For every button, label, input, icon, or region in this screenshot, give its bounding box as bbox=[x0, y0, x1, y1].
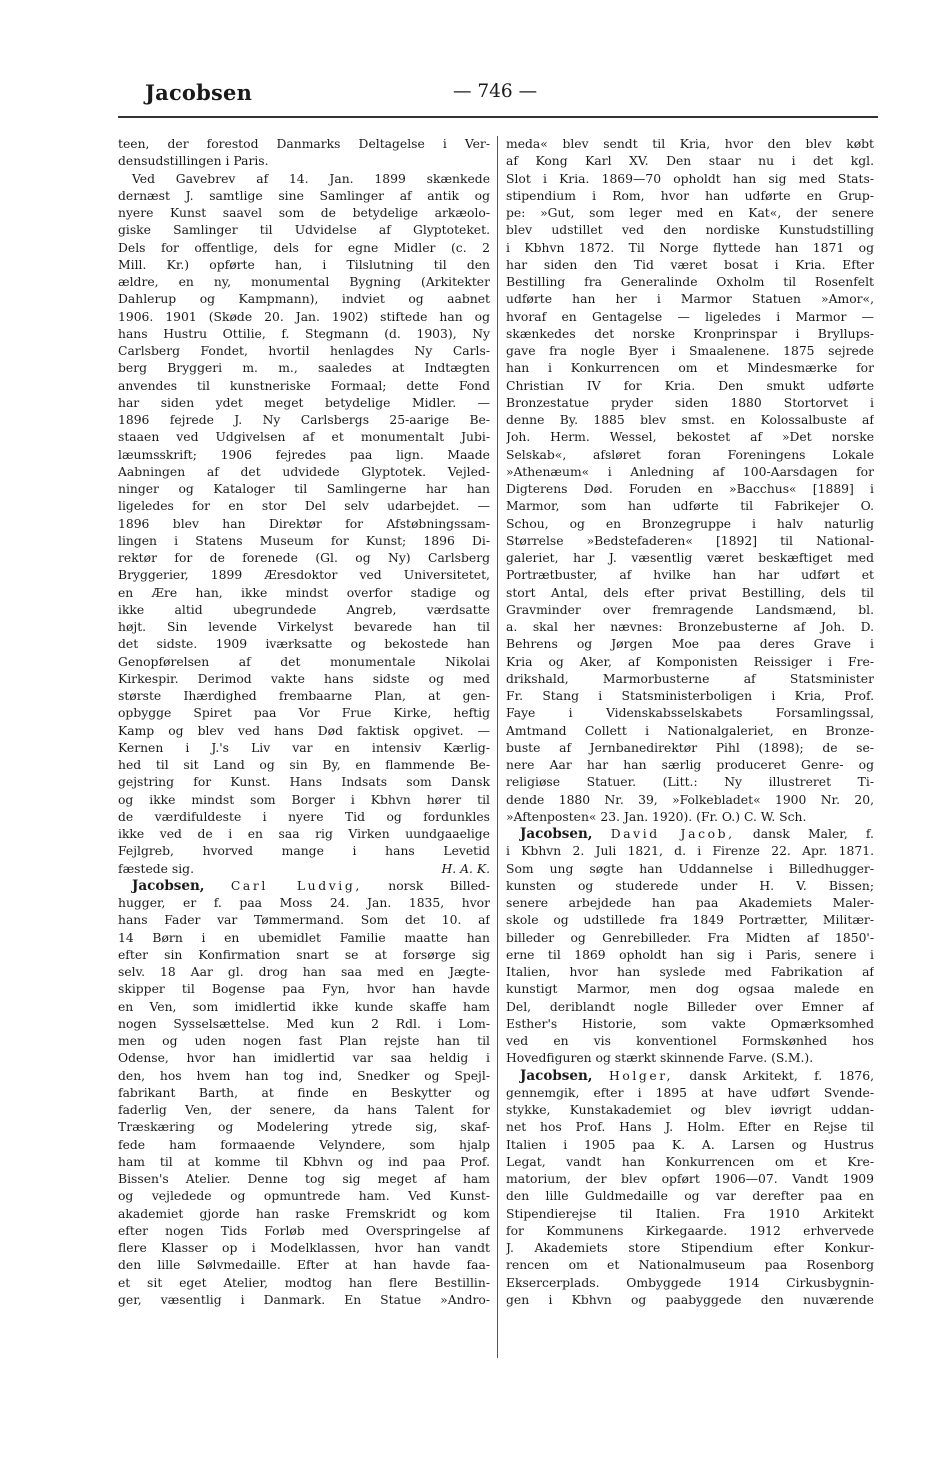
text-line bbox=[118, 447, 490, 464]
text-line bbox=[506, 153, 874, 170]
line-text: meda« blev sendt til Kria, hvor den blev købt bbox=[506, 137, 874, 151]
line-text: Slot i Kria. 1869—70 opholdt han sig med Stats- bbox=[506, 171, 874, 186]
text-line bbox=[118, 343, 490, 360]
line-text: hans Fader var Tømmermand. Som det 10. af bbox=[118, 913, 490, 928]
text-line bbox=[506, 774, 874, 791]
text-line bbox=[506, 395, 874, 412]
line-text: nogen Sysselsættelse. Med kun 2 Rdl. i Lom- bbox=[118, 1016, 490, 1031]
text-line bbox=[506, 1033, 874, 1050]
text-line bbox=[118, 930, 490, 947]
text-line bbox=[118, 188, 490, 205]
text-line bbox=[118, 636, 490, 653]
text-line bbox=[506, 257, 874, 274]
line-text: Dels for offentlige, dels for egne Midler (c. 2 bbox=[118, 240, 490, 255]
text-line bbox=[118, 412, 490, 429]
text-line bbox=[506, 861, 874, 878]
text-line bbox=[506, 999, 874, 1016]
line-text: a. skal her nævnes: Bronzebusterne af Joh. D. bbox=[506, 620, 874, 634]
text-line bbox=[118, 429, 490, 446]
line-text: teen, der forestod Danmarks Deltagelse i Ver- bbox=[118, 137, 490, 151]
line-text: efter nogen Tids Forløb med Overspringelse af bbox=[118, 1223, 490, 1238]
line-text: »Athenæum« i Anledning af 100-Aarsdagen for bbox=[506, 464, 874, 479]
line-text: J. Akademiets store Stipendium efter Konkur- bbox=[506, 1241, 874, 1255]
text-line bbox=[118, 861, 490, 878]
text-line bbox=[506, 671, 874, 688]
text-line bbox=[118, 1171, 490, 1188]
line-text: nere Aar har han særlig produceret Genre- og bbox=[506, 758, 874, 772]
text-line bbox=[118, 705, 490, 722]
line-text: den, hos hvem han tog ind, Snedker og Spejl- bbox=[118, 1068, 490, 1083]
line-text: billeder og Genrebilleder. Fra Midten af 1850'- bbox=[506, 930, 874, 945]
line-text: og ikke mindst som Borger i Kbhvn hører til bbox=[118, 792, 490, 807]
line-text: staaen ved Udgivelsen af et monumentalt Jubi- bbox=[118, 430, 490, 445]
text-line bbox=[506, 516, 874, 533]
text-line bbox=[118, 964, 490, 981]
line-text: Fejlgreb, hvorved mange i hans Levetid bbox=[118, 844, 490, 859]
text-line bbox=[506, 222, 874, 239]
text-line bbox=[118, 654, 490, 671]
text-line bbox=[506, 343, 874, 360]
text-line bbox=[506, 1257, 874, 1274]
text-line bbox=[506, 912, 874, 929]
text-line bbox=[506, 1068, 874, 1085]
line-text: gejstring for Kunst. Hans Indsats som Dansk bbox=[118, 775, 490, 790]
line-text: Odense, hvor han imidlertid var saa heldig i bbox=[118, 1051, 490, 1066]
text-line bbox=[506, 1016, 874, 1033]
text-line bbox=[118, 464, 490, 481]
line-text: ikke ved de i en saa rig Virken uundgaaelige bbox=[118, 827, 490, 841]
line-text: men og uden nogen fast Plan rejste han til bbox=[118, 1034, 490, 1048]
line-text: Fr. Stang i Statsministerboligen i Kria, Prof. bbox=[506, 689, 874, 703]
line-text: Gravminder over fremragende Landsmænd, bl. bbox=[506, 602, 874, 617]
text-line bbox=[506, 1275, 874, 1292]
text-line bbox=[506, 757, 874, 774]
text-line bbox=[118, 533, 490, 550]
line-text: matorium, der blev opført 1906—07. Vandt 1909 bbox=[506, 1172, 874, 1186]
line-text: blev udstillet ved den nordiske Kunstudstilling bbox=[506, 223, 874, 238]
line-text: af Kong Karl XV. Den staar nu i det kgl. bbox=[506, 154, 874, 169]
line-text: Kernen i J.'s Liv var en intensiv Kærlig- bbox=[118, 740, 490, 755]
text-line bbox=[506, 1137, 874, 1154]
line-text: rektør for de forenede (Gl. og Ny) Carlsberg bbox=[118, 551, 490, 565]
line-text: Behrens og Jørgen Moe paa deres Grave i bbox=[506, 637, 874, 652]
line-text: Bryggerier, 1899 Æresdoktor ved Universitetet, bbox=[118, 568, 490, 583]
text-line bbox=[506, 533, 874, 550]
text-line bbox=[118, 1016, 490, 1033]
text-line bbox=[506, 1050, 874, 1067]
text-line bbox=[506, 792, 874, 809]
text-line bbox=[118, 309, 490, 326]
text-line bbox=[118, 688, 490, 705]
line-text: anvendes til kunstneriske Formaal; dette Fond bbox=[118, 378, 490, 393]
line-text: Aabningen af det udvidede Glyptotek. Vejled- bbox=[118, 464, 490, 479]
line-text: Kria og Aker, af Komponisten Reissiger i Fre- bbox=[506, 654, 874, 669]
text-line bbox=[506, 498, 874, 515]
text-line bbox=[118, 671, 490, 688]
text-line bbox=[118, 602, 490, 619]
text-line bbox=[118, 1102, 490, 1119]
text-line bbox=[506, 636, 874, 653]
text-line bbox=[118, 999, 490, 1016]
line-text: 14 Børn i en ubemidlet Familie maatte han bbox=[118, 930, 490, 945]
entry-headword: Jacobsen, bbox=[132, 877, 205, 894]
line-text: hugger, er f. paa Moss 24. Jan. 1835, hvor bbox=[118, 896, 490, 910]
entry-name: Holger, bbox=[608, 1068, 673, 1083]
line-text: Marmor, som han udførte til Fabrikejer O. bbox=[506, 499, 874, 514]
line-text: erne til 1869 opholdt han sig i Paris, senere i bbox=[506, 947, 874, 962]
text-line bbox=[118, 809, 490, 826]
text-line bbox=[118, 947, 490, 964]
text-line bbox=[506, 378, 874, 395]
text-line bbox=[118, 395, 490, 412]
line-text: Esther's Historie, som vakte Opmærksomhed bbox=[506, 1016, 874, 1031]
line-text: Bissen's Atelier. Denne tog sig meget af ham bbox=[118, 1172, 490, 1186]
line-text: gen i Kbhvn og paabyggede den nuværende bbox=[506, 1292, 874, 1307]
line-text: Træskæring og Modelering ytrede sig, skaf- bbox=[118, 1120, 490, 1135]
line-text: Amtmand Collett i Nationalgaleriet, en Bronze- bbox=[506, 723, 874, 738]
text-line bbox=[506, 895, 874, 912]
text-line bbox=[506, 981, 874, 998]
line-text: drikshald, Marmorbusterne af Statsminister bbox=[506, 671, 874, 686]
line-text: har siden ydet meget betydelige Midler. — bbox=[118, 395, 490, 410]
text-line bbox=[118, 171, 490, 188]
line-text: Schou, og en Bronzegruppe i halv naturlig bbox=[506, 516, 874, 531]
text-line bbox=[506, 274, 874, 291]
line-text: Italien i 1905 paa K. A. Larsen og Hustrus bbox=[506, 1137, 874, 1152]
line-text: dende 1880 Nr. 39, »Folkebladet« 1900 Nr. 20, bbox=[506, 792, 874, 807]
text-line bbox=[506, 205, 874, 222]
text-line bbox=[118, 981, 490, 998]
page-number: — 746 — bbox=[453, 81, 538, 102]
line-text: rencen om et Nationalmuseum paa Rosenborg bbox=[506, 1258, 874, 1273]
text-line bbox=[118, 1223, 490, 1240]
line-text: norsk Billed- bbox=[388, 878, 490, 893]
text-line bbox=[506, 843, 874, 860]
text-line bbox=[506, 740, 874, 757]
line-text: Som ung søgte han Uddannelse i Billedhugger- bbox=[506, 861, 874, 876]
text-line bbox=[506, 602, 874, 619]
line-text: den lille Sølvmedaille. Efter at han havde faa- bbox=[118, 1258, 490, 1273]
text-line bbox=[506, 1119, 874, 1136]
text-line bbox=[506, 309, 874, 326]
line-text: opbygge Spiret paa Vor Frue Kirke, heftig bbox=[118, 706, 490, 721]
text-line bbox=[118, 240, 490, 257]
line-text: berg Bryggeri m. m., saaledes at Indtægten bbox=[118, 361, 490, 376]
line-text: galeriet, har J. væsentlig været beskæftiget med bbox=[506, 551, 874, 565]
line-text: flere Klasser op i Modelklassen, hvor han vandt bbox=[118, 1241, 490, 1255]
header-rule bbox=[118, 116, 878, 118]
line-text: ham til at komme til Kbhvn og ind paa Prof. bbox=[118, 1154, 490, 1169]
text-line bbox=[506, 705, 874, 722]
line-text: for Kommunens Kirkegaarde. 1912 erhvervede bbox=[506, 1223, 874, 1238]
text-line bbox=[118, 619, 490, 636]
line-text: lingen i Statens Museum for Kunst; 1896 Di- bbox=[118, 533, 490, 548]
line-text: Del, deriblandt nogle Billeder over Emner af bbox=[506, 999, 874, 1014]
line-text: denne By. 1885 blev smst. en Kolossalbuste af bbox=[506, 413, 874, 427]
line-text: skole og udstillede fra 1849 Portrætter, Militær- bbox=[506, 913, 874, 928]
line-text: densudstillingen i Paris. bbox=[118, 154, 269, 169]
column-divider bbox=[497, 136, 498, 1358]
line-text: ligeledes for en stor Del selv udarbejdet. — bbox=[118, 499, 490, 514]
line-text: læumsskrift; 1906 fejredes paa lign. Maade bbox=[118, 447, 490, 462]
text-line bbox=[118, 723, 490, 740]
text-line bbox=[118, 740, 490, 757]
line-text: højt. Sin levende Virkelyst bevarede han til bbox=[118, 620, 490, 634]
line-text: giske Samlinger til Udvidelse af Glyptoteket. bbox=[118, 223, 490, 238]
page-header bbox=[145, 80, 875, 110]
text-line bbox=[506, 360, 874, 377]
line-text: Bestilling fra Generalinde Oxholm til Rosenfelt bbox=[506, 275, 874, 289]
line-text: religiøse Statuer. (Litt.: Ny illustreret Ti- bbox=[506, 775, 874, 790]
text-line bbox=[506, 1223, 874, 1240]
text-line bbox=[118, 291, 490, 308]
text-line bbox=[506, 1188, 874, 1205]
line-text: gave fra nogle Byer i Smaalenene. 1875 sejrede bbox=[506, 344, 874, 358]
line-text: fabrikant Barth, at finde en Beskytter og bbox=[118, 1085, 490, 1100]
text-line bbox=[506, 136, 874, 153]
line-text: stipendium i Rom, hvor han udførte en Grup- bbox=[506, 188, 874, 203]
text-line bbox=[506, 481, 874, 498]
left-column bbox=[118, 136, 490, 1309]
text-line bbox=[506, 930, 874, 947]
line-text: ældre, en ny, monumental Bygning (Arkitekter bbox=[118, 275, 490, 289]
line-text: buste af Jernbanedirektør Pihl (1898); de se- bbox=[506, 740, 874, 755]
text-line bbox=[118, 1292, 490, 1309]
text-line bbox=[118, 1050, 490, 1067]
text-line bbox=[506, 447, 874, 464]
text-line bbox=[506, 188, 874, 205]
text-line bbox=[118, 895, 490, 912]
line-text: Digterens Død. Foruden en »Bacchus« [1889] i bbox=[506, 482, 874, 496]
text-line bbox=[506, 964, 874, 981]
line-text: kunstigt Marmor, men dog ogsaa malede en bbox=[506, 982, 874, 997]
line-text: hans Hustru Ottilie, f. Stegmann (d. 1903), Ny bbox=[118, 326, 490, 341]
text-line bbox=[506, 1085, 874, 1102]
line-text: Italien, hvor han syslede med Fabrikation af bbox=[506, 965, 874, 979]
line-text: Carlsberg Fondet, hvortil henlagdes Ny Carls- bbox=[118, 344, 490, 358]
text-line bbox=[506, 1240, 874, 1257]
line-text: har siden den Tid været bosat i Kria. Efter bbox=[506, 257, 874, 272]
line-text: Stipendierejse til Italien. Fra 1910 Arkitekt bbox=[506, 1206, 874, 1221]
text-line bbox=[506, 585, 874, 602]
line-text: selv. 18 Aar gl. drog han saa med en Jægte- bbox=[118, 965, 490, 979]
text-line bbox=[506, 171, 874, 188]
line-text: udførte han her i Marmor Statuen »Amor«, bbox=[506, 292, 874, 307]
text-line bbox=[506, 688, 874, 705]
line-text: og vejledede og opmuntrede ham. Ved Kunst- bbox=[118, 1189, 490, 1204]
line-text: »Aftenposten« 23. Jan. 1920). (Fr. O.) C. W. Sch. bbox=[506, 809, 807, 824]
entry-name: Carl Ludvig, bbox=[230, 878, 362, 893]
line-text: han i Konkurrencen om et Mindesmærke for bbox=[506, 361, 874, 376]
text-line bbox=[506, 654, 874, 671]
line-text: stykke, Kunstakademiet og blev iøvrigt uddan- bbox=[506, 1103, 874, 1117]
text-line bbox=[118, 1068, 490, 1085]
line-text: Bronzestatue pryder siden 1880 Stortorvet i bbox=[506, 395, 874, 410]
line-text: 1896 blev han Direktør for Afstøbningssam- bbox=[118, 516, 490, 531]
text-line bbox=[506, 291, 874, 308]
line-text: ninger og Kataloger til Samlingerne har han bbox=[118, 482, 490, 496]
text-line bbox=[506, 240, 874, 257]
line-text: Ved Gavebrev af 14. Jan. 1899 skænkede bbox=[132, 171, 490, 186]
line-text: efter sin Konfirmation snart se at forsørge sig bbox=[118, 947, 490, 962]
line-text: pe: »Gut, som leger med en Kat«, der senere bbox=[506, 206, 874, 220]
line-text: i Kbhvn 1872. Til Norge flyttede han 1871 og bbox=[506, 240, 874, 255]
entry-headword: Jacobsen, bbox=[520, 1067, 593, 1084]
line-text: net hos Prof. Hans J. Holm. Efter en Rejse til bbox=[506, 1120, 874, 1135]
text-line bbox=[118, 326, 490, 343]
text-line bbox=[506, 1292, 874, 1309]
line-text: Dahlerup og Kampmann), indviet og aabnet bbox=[118, 292, 490, 307]
text-line bbox=[118, 1206, 490, 1223]
line-text: Legat, vandt han Konkurrencen om et Kre- bbox=[506, 1154, 874, 1169]
line-text: 1906. 1901 (Skøde 20. Jan. 1902) stiftede han og bbox=[118, 309, 490, 324]
line-text: senere arbejdede han paa Akademiets Maler- bbox=[506, 896, 874, 910]
line-text: kunsten og studerede under H. V. Bissen; bbox=[506, 878, 874, 893]
text-line bbox=[118, 1033, 490, 1050]
line-text: i Kbhvn 2. Juli 1821, d. i Firenze 22. Apr. 1871. bbox=[506, 844, 874, 859]
line-text: en Ære han, ikke mindst overfor stadige og bbox=[118, 585, 490, 600]
author-signature: H. A. K. bbox=[441, 861, 490, 876]
text-line bbox=[506, 1154, 874, 1171]
text-line bbox=[506, 809, 874, 826]
text-line bbox=[118, 1188, 490, 1205]
line-text: skipper til Bogense paa Fyn, hvor han havde bbox=[118, 982, 490, 997]
line-text: nyere Kunst saavel som de betydelige arkæolo- bbox=[118, 206, 490, 220]
line-text: skænkedes det norske Kronprinspar i Bryllups- bbox=[506, 326, 874, 341]
right-column bbox=[506, 136, 874, 1309]
line-text: faderlig Ven, der senere, da hans Talent for bbox=[118, 1103, 490, 1117]
line-text: akademiet gjorde han raske Fremskridt og kom bbox=[118, 1206, 490, 1221]
text-line bbox=[118, 1119, 490, 1136]
line-text: Faye i Videnskabsselskabets Forsamlingssal, bbox=[506, 706, 874, 721]
text-line bbox=[506, 326, 874, 343]
text-line bbox=[506, 619, 874, 636]
line-text: det sidste. 1909 iværksatte og bekostede han bbox=[118, 637, 490, 652]
text-line bbox=[506, 464, 874, 481]
text-line bbox=[506, 878, 874, 895]
text-line bbox=[118, 792, 490, 809]
text-line bbox=[118, 481, 490, 498]
line-text: Kirkespir. Derimod vakte hans sidste og med bbox=[118, 671, 490, 686]
text-line bbox=[118, 498, 490, 515]
line-text: en Ven, som imidlertid ikke kunde skaffe ham bbox=[118, 999, 490, 1014]
line-text: Christian IV for Kria. Den smukt udførte bbox=[506, 378, 874, 393]
text-line bbox=[506, 947, 874, 964]
text-line bbox=[506, 412, 874, 429]
text-line bbox=[118, 567, 490, 584]
text-line bbox=[118, 550, 490, 567]
line-text: dansk Arkitekt, f. 1876, bbox=[689, 1068, 874, 1083]
line-text: Eksercerplads. Ombyggede 1914 Cirkusbygnin- bbox=[506, 1275, 874, 1290]
text-line bbox=[506, 826, 874, 843]
line-text: ikke altid ubegrundede Angreb, værdsatte bbox=[118, 602, 490, 617]
line-text: Joh. Herm. Wessel, bekostet af »Det norske bbox=[506, 430, 874, 445]
running-head: Jacobsen bbox=[145, 80, 253, 105]
line-text: hed til sit Land og sin By, en flammende Be- bbox=[118, 758, 490, 772]
entry-headword: Jacobsen, bbox=[520, 826, 593, 842]
text-line bbox=[118, 757, 490, 774]
text-line bbox=[118, 843, 490, 860]
text-line bbox=[118, 360, 490, 377]
line-text: gennemgik, efter i 1895 at have udført Svende- bbox=[506, 1085, 874, 1100]
text-line bbox=[506, 1206, 874, 1223]
text-line bbox=[118, 516, 490, 533]
text-line bbox=[506, 550, 874, 567]
line-text: dansk Maler, f. bbox=[752, 827, 874, 841]
line-text: et sit eget Atelier, modtog han flere Bestillin- bbox=[118, 1275, 490, 1290]
line-text: Portrætbuster, af hvilke han har udført et bbox=[506, 568, 874, 583]
line-text: ger, væsentlig i Danmark. En Statue »Andro- bbox=[118, 1292, 490, 1307]
text-line bbox=[118, 222, 490, 239]
line-text: Genopførelsen af det monumentale Nikolai bbox=[118, 654, 490, 669]
entry-name: David Jacob, bbox=[610, 827, 735, 841]
text-line bbox=[118, 1275, 490, 1292]
text-line bbox=[118, 878, 490, 895]
text-line bbox=[118, 1154, 490, 1171]
line-text: 1896 fejrede J. Ny Carlsbergs 25-aarige Be- bbox=[118, 413, 490, 427]
line-text: de værdifuldeste i nyere Tid og fordunkles bbox=[118, 809, 490, 824]
line-text: stort Antal, dels efter privat Bestilling, dels til bbox=[506, 585, 874, 600]
text-line bbox=[118, 1085, 490, 1102]
text-line bbox=[506, 567, 874, 584]
text-line bbox=[506, 429, 874, 446]
text-line bbox=[506, 1171, 874, 1188]
line-text: Kamp og blev ved hans Død faktisk opgivet. — bbox=[118, 723, 490, 738]
line-text: Selskab«, afsløret foran Foreningens Lokale bbox=[506, 447, 874, 462]
line-text: fede ham formaaende Velyndere, som hjalp bbox=[118, 1137, 490, 1152]
text-line bbox=[118, 912, 490, 929]
line-text: Mill. Kr.) opførte han, i Tilslutning til den bbox=[118, 257, 490, 272]
text-line bbox=[118, 585, 490, 602]
text-line bbox=[118, 774, 490, 791]
text-line bbox=[118, 1137, 490, 1154]
line-text: Størrelse »Bedstefaderen« [1892] til National- bbox=[506, 533, 874, 548]
text-line bbox=[118, 274, 490, 291]
line-text: Hovedfiguren og stærkt skinnende Farve. (S.M.). bbox=[506, 1051, 814, 1066]
text-line bbox=[118, 826, 490, 843]
text-line bbox=[118, 205, 490, 222]
line-text: hvoraf en Gentagelse — ligeledes i Marmor — bbox=[506, 309, 874, 324]
text-line bbox=[118, 1240, 490, 1257]
text-line bbox=[118, 378, 490, 395]
text-line bbox=[118, 257, 490, 274]
text-line bbox=[118, 1257, 490, 1274]
line-text: dernæst J. samtlige sine Samlinger af antik og bbox=[118, 188, 490, 203]
line-text: fæstede sig. bbox=[118, 861, 195, 876]
line-text: ved en vis konventionel Formskønhed hos bbox=[506, 1034, 874, 1048]
text-line bbox=[118, 153, 490, 170]
text-line bbox=[506, 1102, 874, 1119]
text-line bbox=[506, 723, 874, 740]
text-line bbox=[118, 136, 490, 153]
line-text: største Ihærdighed frembaarne Plan, at gen- bbox=[118, 689, 490, 703]
line-text: den lille Guldmedaille og var derefter paa en bbox=[506, 1189, 874, 1204]
